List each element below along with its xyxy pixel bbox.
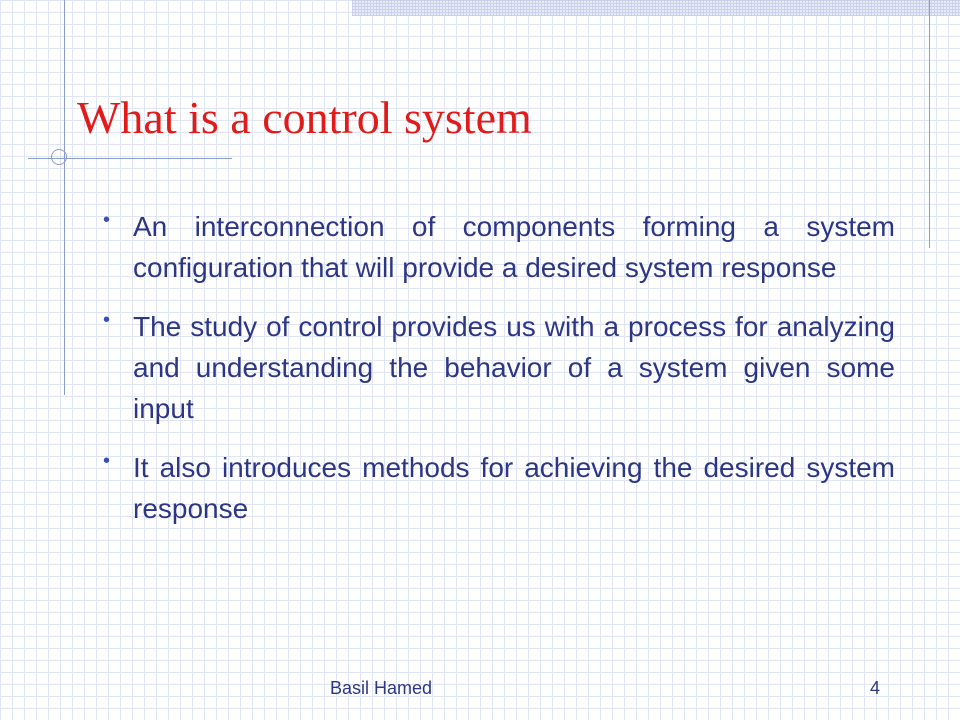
bullet-icon: • bbox=[103, 450, 111, 472]
bullet-icon: • bbox=[103, 309, 111, 331]
bullet-text: The study of control provides us with a process for analyzing and understanding the behavior of a system given some input bbox=[133, 311, 895, 424]
corner-circle-ornament bbox=[51, 149, 67, 165]
bullet-item bbox=[100, 206, 895, 288]
footer-author: Basil Hamed bbox=[330, 678, 433, 698]
left-vertical-rule bbox=[64, 0, 65, 395]
page-number: 4 bbox=[869, 678, 880, 698]
bullet-list bbox=[100, 206, 895, 547]
bullet-item bbox=[100, 447, 895, 529]
header-pattern-band bbox=[352, 0, 960, 16]
bullet-icon: • bbox=[103, 209, 111, 231]
bullet-item bbox=[100, 306, 895, 429]
slide-title: What is a control system bbox=[77, 92, 532, 143]
bullet-text: It also introduces methods for achieving the desired system response bbox=[133, 452, 895, 524]
bullet-text: An interconnection of components forming a system configuration that will provide a desired system response bbox=[133, 211, 895, 283]
right-vertical-rule bbox=[929, 0, 930, 248]
